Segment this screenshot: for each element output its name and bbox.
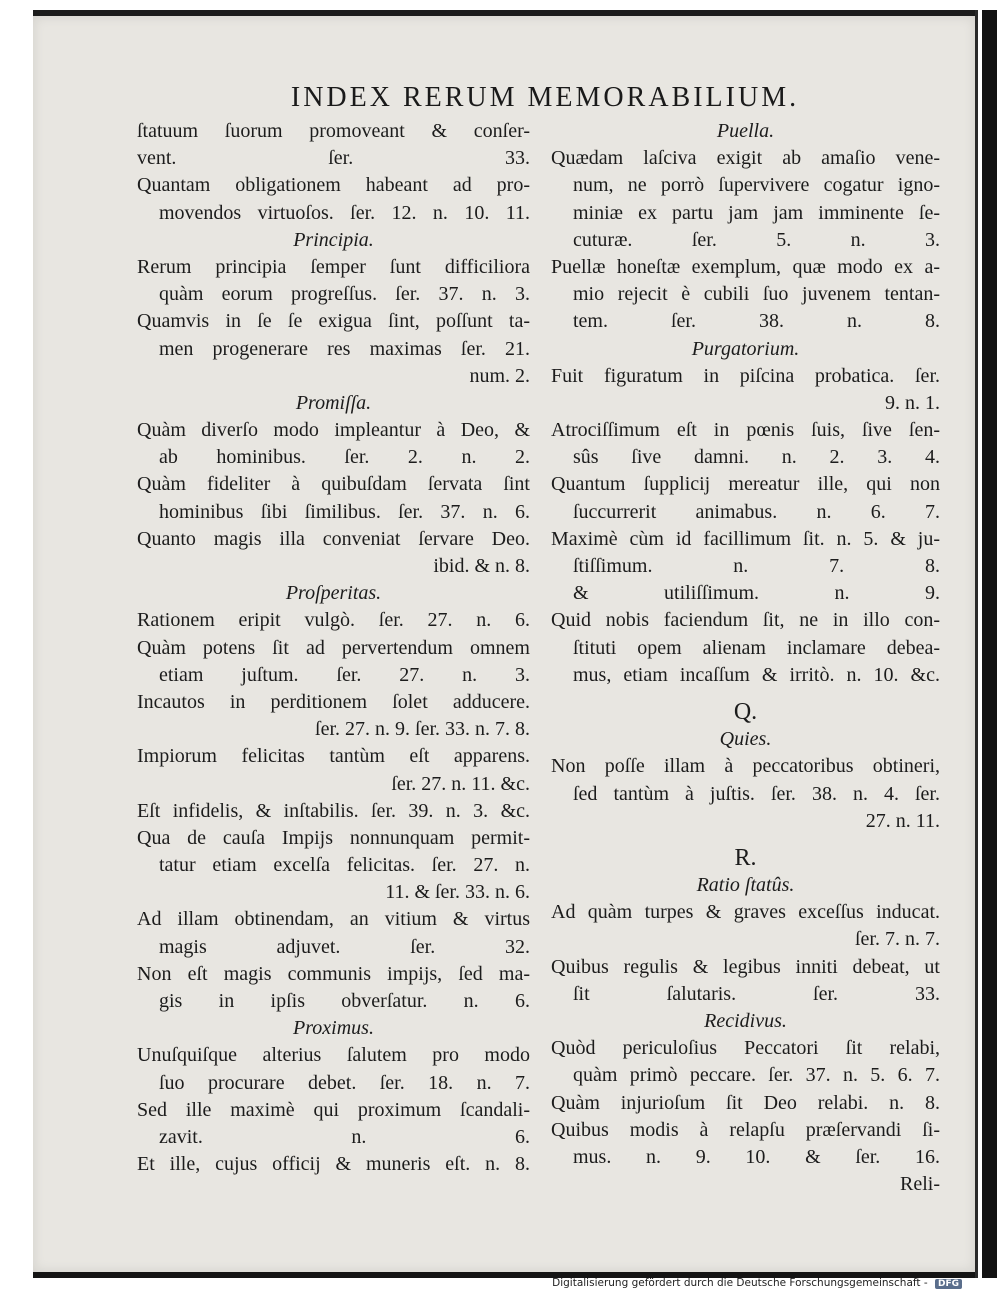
index-entry — [137, 308, 530, 335]
index-line-text: sûs ſive damni. n. 2. 3. 4. — [573, 446, 940, 469]
digitization-note: Digitalisierung gefördert durch die Deutsche Forschungsgemeinschaft - — [552, 1277, 928, 1289]
index-entry — [137, 1042, 530, 1069]
index-line-text: quàm eorum progreſſus. ſer. 37. n. 3. — [159, 283, 530, 306]
index-entry — [137, 1097, 530, 1124]
index-line-text: Promiſſa. — [295, 391, 372, 414]
index-entry — [551, 899, 940, 926]
index-line-text: Quàm diverſo modo impleantur à Deo, & — [137, 419, 530, 442]
index-heading — [551, 1008, 940, 1035]
index-line-text: Quantam obligationem habeant ad pro- — [137, 174, 530, 197]
index-entry-continuation — [551, 308, 940, 335]
index-entry-continuation — [551, 635, 940, 662]
index-entry-continuation — [137, 852, 530, 879]
index-entry-continuation — [551, 580, 940, 607]
index-line-text: Quamvis in ſe ſe exigua ſint, poſſunt ta- — [137, 310, 530, 333]
index-line-text: Ratio ſtatûs. — [696, 874, 795, 897]
index-line-text: Puella. — [716, 120, 775, 142]
index-line-text: Et ille, cujus officij & muneris eſt. n. 8. — [137, 1153, 530, 1176]
index-line-text: num, ne porrò ſupervivere cogatur igno- — [573, 174, 940, 197]
index-entry — [137, 825, 530, 852]
index-entry-continuation — [551, 444, 940, 471]
index-line-text: 27. n. 11. — [865, 809, 940, 832]
index-line-text: Purgatorium. — [691, 337, 800, 360]
index-entry-continuation — [137, 662, 530, 689]
index-reference — [551, 390, 940, 417]
index-heading — [137, 1015, 530, 1042]
index-line-text: Rationem eripit vulgò. ſer. 27. n. 6. — [137, 609, 530, 632]
index-line-text: ſed tantùm à juſtis. ſer. 38. n. 4. ſer. — [573, 782, 940, 805]
index-entry — [551, 753, 940, 780]
index-entry-continuation — [137, 1124, 530, 1151]
index-line-text: Quibus modis à relapſu præſervandi ſi- — [551, 1118, 940, 1141]
index-entry — [551, 1090, 940, 1117]
index-line-text: Ad quàm turpes & graves exceſſus inducat. — [551, 901, 940, 924]
index-entry — [137, 689, 530, 716]
index-line-text: quàm primò peccare. ſer. 37. n. 5. 6. 7. — [573, 1064, 940, 1087]
index-reference — [137, 771, 530, 798]
index-line-text: movendos virtuoſos. ſer. 12. n. 10. 11. — [159, 201, 530, 224]
index-entry — [137, 471, 530, 498]
index-line-text: Incautos in perditionem ſolet adducere. — [137, 690, 530, 713]
index-entry — [137, 906, 530, 933]
index-section-letter — [551, 845, 940, 872]
index-entry — [137, 743, 530, 770]
index-line-text: ſer. 27. n. 9. ſer. 33. n. 7. 8. — [315, 718, 530, 741]
index-line-text: 9. n. 1. — [885, 391, 940, 414]
digitization-credit — [552, 1277, 962, 1289]
index-entry-continuation — [137, 499, 530, 526]
index-reference — [137, 363, 530, 390]
index-entry — [551, 145, 940, 172]
index-entry-continuation — [551, 499, 940, 526]
index-entry — [551, 417, 940, 444]
index-line-text: & utiliſſimum. n. 9. — [573, 582, 940, 605]
index-line-text: Proximus. — [293, 1017, 374, 1040]
index-entry-continuation — [137, 200, 530, 227]
index-heading — [551, 118, 940, 145]
index-entry-continuation — [137, 934, 530, 961]
index-line-text: Sed ille maximè qui proximum ſcandali- — [137, 1098, 530, 1121]
index-line-text: Ad illam obtinendam, an vitium & virtus — [137, 908, 530, 931]
index-entry — [551, 954, 940, 981]
index-line-text: Quàm fideliter à quibuſdam ſervata ſint — [137, 473, 530, 496]
index-entry — [551, 1117, 940, 1144]
index-line-text: Quid nobis faciendum ſit, ne in illo con- — [551, 609, 940, 632]
index-line-text: etiam juſtum. ſer. 27. n. 3. — [159, 663, 530, 686]
index-line-text: cuturæ. ſer. 5. n. 3. — [573, 228, 940, 251]
scan-edge-right — [975, 10, 997, 1278]
index-entry-continuation — [137, 444, 530, 471]
index-entry-continuation — [137, 336, 530, 363]
index-line-text: vent. ſer. 33. — [137, 147, 530, 170]
index-line-text: 11. & ſer. 33. n. 6. — [385, 881, 530, 904]
index-line-text: men progenerare res maximas ſer. 21. — [159, 337, 530, 360]
index-line-text: Qua de cauſa Impijs nonnunquam permit- — [137, 826, 530, 849]
index-entry — [551, 471, 940, 498]
index-line-text: zavit. n. 6. — [159, 1125, 530, 1148]
index-reference — [551, 926, 940, 953]
index-entry-continuation — [551, 227, 940, 254]
index-entry — [137, 526, 530, 553]
index-entry-continuation — [551, 281, 940, 308]
index-line-text: Quàm injurioſum ſit Deo relabi. n. 8. — [551, 1091, 940, 1114]
index-line-text: ſer. 7. n. 7. — [855, 928, 940, 951]
index-heading — [551, 872, 940, 899]
index-line-text: Non eſt magis communis impijs, ſed ma- — [137, 962, 530, 985]
index-line-text: tatur etiam excelſa felicitas. ſer. 27. n. — [159, 854, 530, 877]
index-line-text: Maximè cùm id facillimum ſit. n. 5. & ju- — [551, 527, 940, 550]
index-line-text: Unuſquiſque alterius ſalutem pro modo — [137, 1044, 530, 1067]
index-line-text: Reli- — [900, 1173, 940, 1196]
index-line-text: Quantum ſupplicij mereatur ille, qui non — [551, 473, 940, 496]
index-line-text: Puellæ honeſtæ exemplum, quæ modo ex a- — [551, 255, 940, 278]
index-entry — [137, 417, 530, 444]
index-entry — [137, 254, 530, 281]
index-heading — [551, 726, 940, 753]
index-line-text: tem. ſer. 38. n. 8. — [573, 310, 940, 333]
index-heading — [551, 336, 940, 363]
index-entry — [137, 172, 530, 199]
index-line-text: Atrociſſimum eſt in pœnis ſuis, ſive ſen- — [551, 419, 940, 442]
index-line-text: Quædam laſciva exigit ab amaſio vene- — [551, 147, 940, 170]
index-line-text: mus. n. 9. 10. & ſer. 16. — [573, 1145, 940, 1168]
index-entry — [137, 607, 530, 634]
index-entry-continuation — [551, 781, 940, 808]
index-entry-continuation — [137, 1070, 530, 1097]
index-line-text: Eſt infidelis, & inſtabilis. ſer. 39. n. 3. &c. — [137, 799, 530, 822]
index-line-text: ibid. & n. 8. — [433, 555, 530, 577]
index-heading — [137, 390, 530, 417]
index-line-text: Principia. — [293, 228, 374, 251]
index-line-text: Fuit figuratum in piſcina probatica. ſer. — [551, 364, 940, 387]
index-reference — [137, 716, 530, 743]
index-line-text: ſer. 27. n. 11. &c. — [391, 772, 530, 795]
index-line-text: num. 2. — [469, 364, 530, 387]
index-reference — [137, 553, 530, 580]
index-line-text: miniæ ex partu jam jam imminente ſe- — [573, 201, 940, 224]
index-reference — [551, 808, 940, 835]
page-title: INDEX RERUM MEMORABILIUM. — [290, 82, 800, 113]
index-entry — [551, 607, 940, 634]
index-line-text: Recidivus. — [704, 1010, 787, 1032]
index-heading — [137, 227, 530, 254]
index-line-text: ſtiſſimum. n. 7. 8. — [573, 555, 940, 577]
index-entry-continuation — [137, 281, 530, 308]
index-line-text: R. — [734, 844, 757, 871]
index-line-text: ſtituti opem alienam inclamare debea- — [573, 636, 940, 659]
index-entry — [137, 798, 530, 825]
index-entry-continuation — [551, 172, 940, 199]
index-line-text: Non poſſe illam à peccatoribus obtineri, — [551, 755, 940, 778]
index-line-text: ſuccurrerit animabus. n. 6. 7. — [573, 500, 940, 523]
index-entry-continuation — [551, 200, 940, 227]
index-line-text: Quies. — [719, 728, 772, 751]
index-entry-continuation — [551, 981, 940, 1008]
index-entry-continuation — [551, 1062, 940, 1089]
index-line-text: Quòd periculoſius Peccatori ſit relabi, — [551, 1037, 940, 1060]
index-section-letter — [551, 699, 940, 726]
index-line-text: mio rejecit è cubili ſuo juvenem tentan- — [573, 283, 940, 306]
index-entry-continuation — [551, 662, 940, 689]
index-heading — [137, 580, 530, 607]
index-entry-continuation — [551, 1144, 940, 1171]
index-entry — [551, 526, 940, 553]
index-line-text: hominibus ſibi ſimilibus. ſer. 37. n. 6. — [159, 500, 530, 523]
index-entry — [137, 1151, 530, 1178]
index-reference — [137, 879, 530, 906]
index-line-text: mus, etiam incaſſum & irritò. n. 10. &c. — [573, 663, 940, 686]
index-line-text: gis in ipſis obverſatur. n. 6. — [159, 990, 530, 1012]
index-entry — [137, 118, 530, 145]
index-reference — [551, 1171, 940, 1198]
index-line-text: Quibus regulis & legibus inniti debeat, ut — [551, 955, 940, 978]
dfg-logo-icon: DFG — [935, 1279, 962, 1289]
index-entry-continuation — [137, 988, 530, 1015]
index-line-text: magis adjuvet. ſer. 32. — [159, 935, 530, 958]
index-entry — [137, 635, 530, 662]
index-line-text: Quanto magis illa conveniat ſervare Deo. — [137, 527, 530, 550]
index-entry — [551, 254, 940, 281]
index-line-text: Rerum principia ſemper ſunt difficiliora — [137, 255, 530, 278]
index-line-text: Proſperitas. — [285, 582, 382, 605]
index-entry — [137, 145, 530, 172]
index-line-text: Q. — [733, 698, 758, 725]
index-line-text: ſtatuum ſuorum promoveant & conſer- — [137, 120, 530, 142]
index-line-text: Impiorum felicitas tantùm eſt apparens. — [137, 745, 530, 768]
index-entry-continuation — [551, 553, 940, 580]
index-line-text: ab hominibus. ſer. 2. n. 2. — [159, 446, 530, 469]
index-column-left — [137, 118, 530, 1178]
index-entry — [551, 363, 940, 390]
index-entry — [551, 1035, 940, 1062]
index-line-text: Quàm potens ſit ad pervertendum omnem — [137, 636, 530, 659]
index-column-right — [551, 118, 940, 1198]
index-line-text: ſuo procurare debet. ſer. 18. n. 7. — [159, 1071, 530, 1094]
index-entry — [137, 961, 530, 988]
index-line-text: ſit ſalutaris. ſer. 33. — [573, 982, 940, 1005]
